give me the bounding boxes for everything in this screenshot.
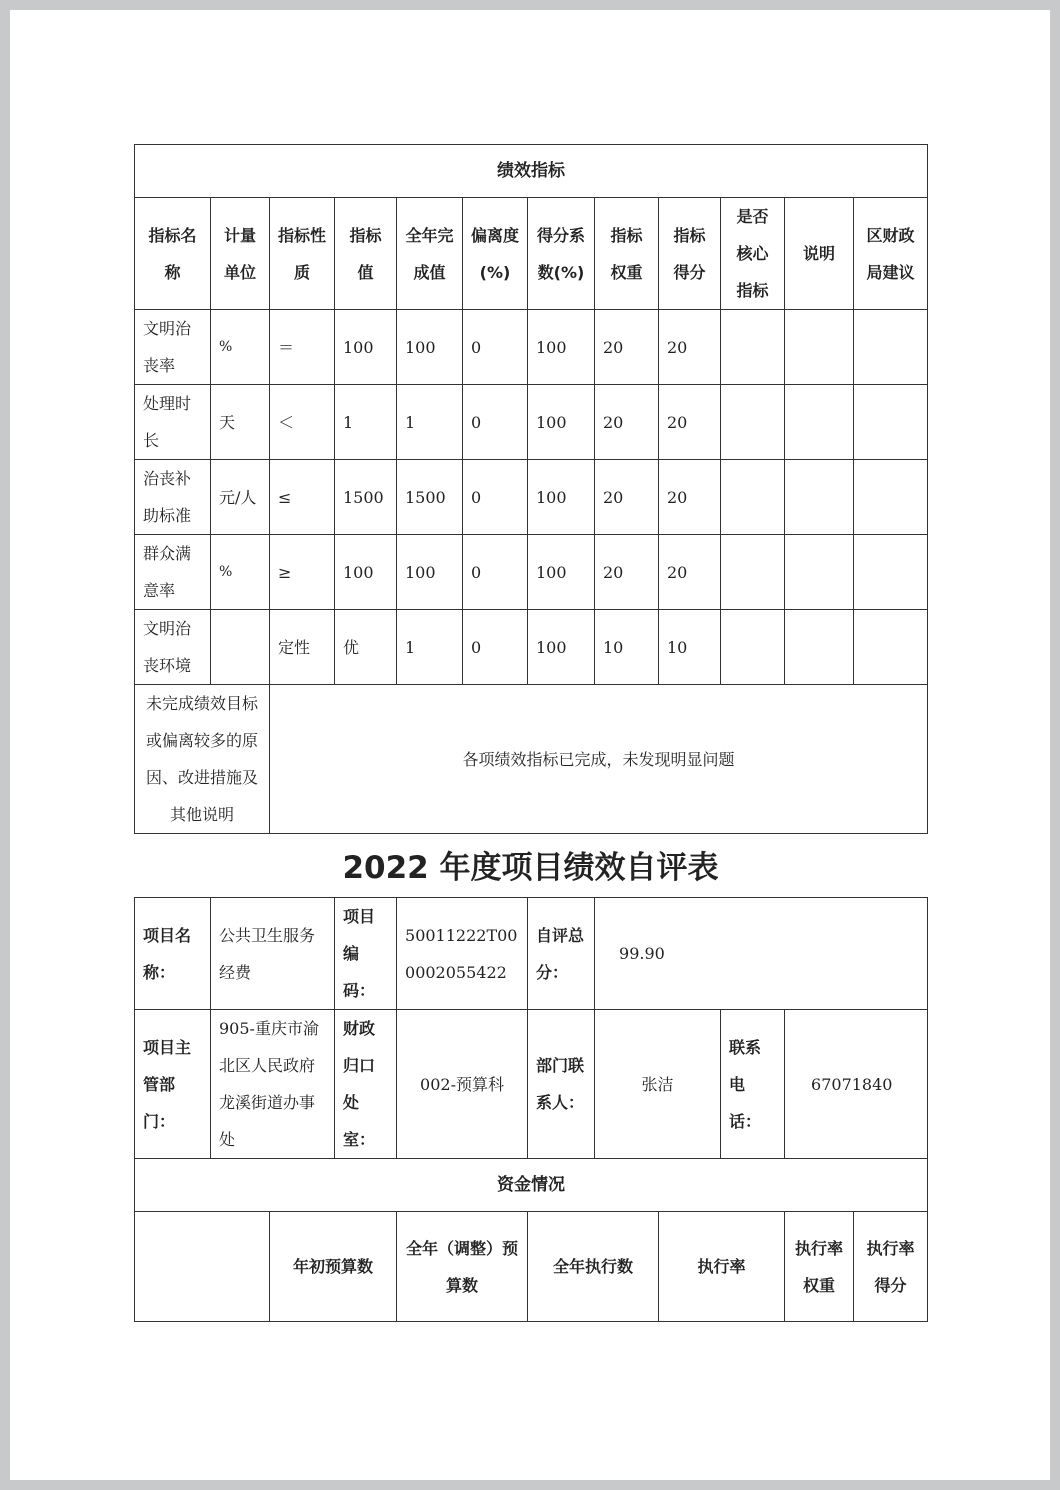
indicator-weight: 20 bbox=[595, 460, 659, 535]
funds-header-blank bbox=[135, 1212, 270, 1322]
note-label: 未完成绩效目标或偏离较多的原因、改进措施及其他说明 bbox=[135, 685, 270, 834]
header-indicator-name: 指标名称 bbox=[135, 198, 211, 310]
table-row bbox=[135, 610, 928, 685]
self-score-label: 自评总分： bbox=[528, 898, 595, 1010]
finance-office-label: 财政归口处室： bbox=[335, 1010, 397, 1159]
performance-header-row bbox=[135, 198, 928, 310]
indicator-nature: ≥ bbox=[270, 535, 335, 610]
project-name-value: 公共卫生服务经费 bbox=[211, 898, 335, 1010]
project-code-label: 项目编码： bbox=[335, 898, 397, 1010]
indicator-unit bbox=[211, 610, 270, 685]
indicator-coefficient: 100 bbox=[528, 535, 595, 610]
indicator-core bbox=[721, 460, 785, 535]
indicator-remark bbox=[785, 460, 854, 535]
note-value: 各项绩效指标已完成，未发现明显问题 bbox=[270, 685, 928, 834]
department-value: 905-重庆市渝北区人民政府龙溪街道办事处 bbox=[211, 1010, 335, 1159]
indicator-unit: % bbox=[211, 310, 270, 385]
project-code-value: 50011222T000002055422 bbox=[397, 898, 528, 1010]
indicator-advice bbox=[854, 610, 928, 685]
department-label: 项目主管部门： bbox=[135, 1010, 211, 1159]
indicator-unit: 天 bbox=[211, 385, 270, 460]
indicator-target: 1 bbox=[335, 385, 397, 460]
indicator-weight: 20 bbox=[595, 385, 659, 460]
indicator-coefficient: 100 bbox=[528, 310, 595, 385]
indicator-remark bbox=[785, 535, 854, 610]
header-coefficient: 得分系数(%) bbox=[528, 198, 595, 310]
indicator-actual: 1 bbox=[397, 385, 463, 460]
indicator-core bbox=[721, 535, 785, 610]
indicator-target: 1500 bbox=[335, 460, 397, 535]
indicator-score: 20 bbox=[659, 385, 721, 460]
note-row bbox=[135, 685, 928, 834]
indicator-core bbox=[721, 310, 785, 385]
indicator-weight: 20 bbox=[595, 310, 659, 385]
project-name-label: 项目名称： bbox=[135, 898, 211, 1010]
header-nature: 指标性质 bbox=[270, 198, 335, 310]
department-row bbox=[135, 1010, 928, 1159]
table-row bbox=[135, 535, 928, 610]
funds-header-rate-weight: 执行率权重 bbox=[785, 1212, 854, 1322]
document-page bbox=[10, 10, 1050, 1480]
phone-label: 联系电话： bbox=[721, 1010, 785, 1159]
indicator-unit: % bbox=[211, 535, 270, 610]
indicator-name: 群众满意率 bbox=[135, 535, 211, 610]
funds-header-rate-score: 执行率得分 bbox=[854, 1212, 928, 1322]
indicator-score: 20 bbox=[659, 310, 721, 385]
header-target: 指标值 bbox=[335, 198, 397, 310]
indicator-nature: ≤ bbox=[270, 460, 335, 535]
indicator-remark bbox=[785, 310, 854, 385]
table-row bbox=[135, 310, 928, 385]
indicator-target: 100 bbox=[335, 310, 397, 385]
indicator-name: 处理时长 bbox=[135, 385, 211, 460]
funds-header-adjusted-budget: 全年（调整）预算数 bbox=[397, 1212, 528, 1322]
indicator-advice bbox=[854, 535, 928, 610]
indicator-nature: ＜ bbox=[270, 385, 335, 460]
indicator-score: 20 bbox=[659, 535, 721, 610]
funds-section-title: 资金情况 bbox=[135, 1159, 928, 1212]
indicator-remark bbox=[785, 385, 854, 460]
indicator-nature: 定性 bbox=[270, 610, 335, 685]
indicator-deviation: 0 bbox=[463, 460, 528, 535]
indicator-actual: 100 bbox=[397, 535, 463, 610]
page-title: 2022 年度项目绩效自评表 bbox=[342, 850, 719, 886]
funds-header-initial-budget: 年初预算数 bbox=[270, 1212, 397, 1322]
indicator-name: 治丧补助标准 bbox=[135, 460, 211, 535]
indicator-weight: 10 bbox=[595, 610, 659, 685]
indicator-core bbox=[721, 385, 785, 460]
indicator-core bbox=[721, 610, 785, 685]
indicator-score: 20 bbox=[659, 460, 721, 535]
indicator-coefficient: 100 bbox=[528, 610, 595, 685]
indicator-coefficient: 100 bbox=[528, 385, 595, 460]
indicator-advice bbox=[854, 385, 928, 460]
indicator-deviation: 0 bbox=[463, 535, 528, 610]
performance-indicators-table bbox=[134, 144, 928, 834]
funds-header-execution-rate: 执行率 bbox=[659, 1212, 785, 1322]
indicator-name: 文明治丧环境 bbox=[135, 610, 211, 685]
funds-header-row bbox=[135, 1212, 928, 1322]
project-self-evaluation-table bbox=[134, 897, 928, 1322]
indicator-actual: 100 bbox=[397, 310, 463, 385]
contact-label: 部门联系人： bbox=[528, 1010, 595, 1159]
indicator-remark bbox=[785, 610, 854, 685]
header-deviation: 偏离度(%) bbox=[463, 198, 528, 310]
indicator-unit: 元/人 bbox=[211, 460, 270, 535]
finance-office-value: 002-预算科 bbox=[397, 1010, 528, 1159]
indicator-score: 10 bbox=[659, 610, 721, 685]
header-unit: 计量单位 bbox=[211, 198, 270, 310]
header-score: 指标得分 bbox=[659, 198, 721, 310]
self-score-value: 99.90 bbox=[595, 898, 928, 1010]
table-row bbox=[135, 460, 928, 535]
contact-value: 张洁 bbox=[595, 1010, 721, 1159]
indicator-deviation: 0 bbox=[463, 310, 528, 385]
indicator-advice bbox=[854, 460, 928, 535]
phone-value: 67071840 bbox=[785, 1010, 928, 1159]
indicator-target: 100 bbox=[335, 535, 397, 610]
indicator-target: 优 bbox=[335, 610, 397, 685]
indicator-actual: 1 bbox=[397, 610, 463, 685]
funds-header-execution: 全年执行数 bbox=[528, 1212, 659, 1322]
project-info-row bbox=[135, 898, 928, 1010]
indicator-name: 文明治丧率 bbox=[135, 310, 211, 385]
indicator-coefficient: 100 bbox=[528, 460, 595, 535]
performance-section-title: 绩效指标 bbox=[135, 145, 928, 198]
header-core: 是否核心指标 bbox=[721, 198, 785, 310]
header-actual: 全年完成值 bbox=[397, 198, 463, 310]
indicator-actual: 1500 bbox=[397, 460, 463, 535]
header-weight: 指标权重 bbox=[595, 198, 659, 310]
header-finance-advice: 区财政局建议 bbox=[854, 198, 928, 310]
indicator-advice bbox=[854, 310, 928, 385]
table-row bbox=[135, 385, 928, 460]
indicator-weight: 20 bbox=[595, 535, 659, 610]
indicator-nature: ＝ bbox=[270, 310, 335, 385]
indicator-deviation: 0 bbox=[463, 385, 528, 460]
indicator-deviation: 0 bbox=[463, 610, 528, 685]
header-remark: 说明 bbox=[785, 198, 854, 310]
